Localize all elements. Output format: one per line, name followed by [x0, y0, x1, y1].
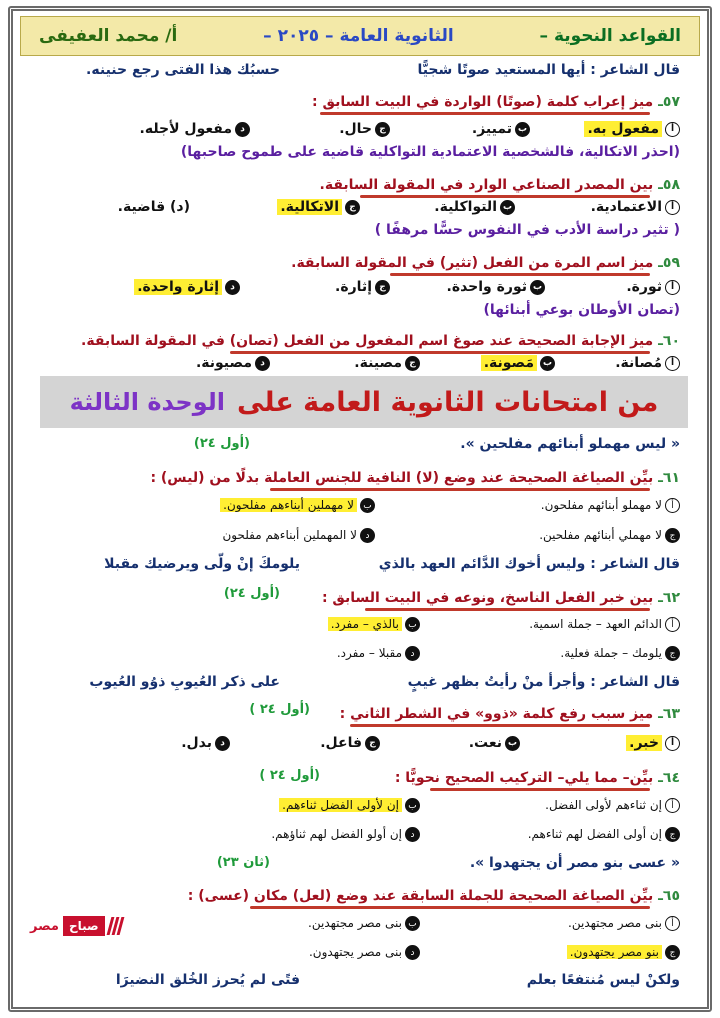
quote61-tag: (أول ٢٤) — [193, 436, 250, 451]
q59-option-2[interactable]: بثورة واحدة. — [447, 279, 546, 295]
q58-option-1[interactable]: أالاعتمادية. — [591, 199, 680, 215]
q61-option-3[interactable]: جلا مهملي أبنائهم مفلحين. — [539, 528, 680, 543]
q64-option-2[interactable]: بإن لأولى الفضل ثناءهم. — [279, 798, 420, 813]
q57-option-3[interactable]: جحال. — [339, 121, 390, 137]
section-banner — [40, 376, 688, 428]
q64-tag: (أول ٢٤ ) — [259, 768, 320, 783]
q57-option-1[interactable]: أمفعول به. — [584, 121, 680, 137]
q65-option-4[interactable]: دبنى مصر يجتهدون. — [309, 945, 420, 960]
q58-note: ( تثير دراسة الأدب في النفوس حسًّا مرهفًا ) — [374, 222, 680, 238]
q62-option-4[interactable]: دمقبلا – مفرد. — [337, 646, 420, 661]
q63-option-2[interactable]: بنعت. — [469, 735, 520, 751]
q64-option-1[interactable]: أإن ثناءهم لأولى الفضل. — [545, 798, 680, 813]
verse4-part2: فتًى لم يُحرز الخُلق النضيرَا — [115, 972, 300, 988]
q62-option-1[interactable]: أالدائم العهد – جملة اسمية. — [529, 617, 680, 632]
q59-note: (تصان الأوطان بوعي أبنائها) — [483, 302, 680, 318]
q57-option-2[interactable]: بتمييز. — [472, 121, 530, 137]
verse2-part2: يلومكَ إنْ ولّى ويرضيك مقبلا — [104, 556, 300, 572]
banner-unit: الوحدة الثالثة — [69, 388, 225, 416]
q58-heading: ٥٨ـ بين المصدر الصناعي الوارد في المقولة السابقة. — [319, 177, 680, 193]
q64-heading: ٦٤ـ بيِّن– مما يلي– التركيب الصحيح نحويًّا : — [394, 770, 680, 786]
q58-option-4[interactable]: (د) قاضية. — [117, 199, 190, 215]
q63-option-4[interactable]: دبدل. — [181, 735, 230, 751]
q57-heading: ٥٧ـ ميز إعراب كلمة (صوتًا) الواردة في البيت السابق : — [312, 94, 680, 110]
q59-heading: ٥٩ـ ميز اسم المرة من الفعل (تثير) في المقولة السابقة. — [291, 255, 680, 271]
q60-option-1[interactable]: أمُصانة. — [615, 355, 680, 371]
q59-option-3[interactable]: جإثارة. — [335, 279, 390, 295]
verse1-part1: قال الشاعر : أيها المستعيد صوتًا شجيًّا — [417, 62, 680, 78]
q64-option-4[interactable]: دإن أولو الفضل لهم ثناؤهم. — [271, 827, 420, 842]
quote61-text: « ليس مهملو أبنائهم مفلحين ». — [460, 436, 680, 452]
q65-heading: ٦٥ـ بيِّن الصياغة الصحيحة للجملة السابقة عند وضع (لعل) مكان (عسى) : — [187, 888, 680, 904]
q58-option-2[interactable]: بالتواكلية. — [434, 199, 515, 215]
q62-option-3[interactable]: جيلومك – جملة فعلية. — [560, 646, 680, 661]
q57-note: (احذر الاتكالية، فالشخصية الاعتمادية التواكلية قاضية على طموح صاحبها) — [180, 144, 680, 160]
q65-option-1[interactable]: أبنى مصر مجتهدين. — [568, 916, 680, 931]
q64-option-3[interactable]: جإن أولى الفضل لهم ثناءهم. — [528, 827, 680, 842]
verse3-part1: قال الشاعر : وأجرأ منْ رأيتُ بظهر غيبٍ — [407, 674, 680, 690]
q63-option-1[interactable]: أخبر. — [626, 735, 680, 751]
q62-option-2[interactable]: ببالذي – مفرد. — [328, 617, 420, 632]
q65-option-3[interactable]: جبنو مصر يجتهدون. — [567, 945, 680, 960]
header-left: أ/ محمد العفيفى — [39, 26, 178, 46]
q60-option-3[interactable]: جمصينة. — [354, 355, 420, 371]
q59-option-4[interactable]: دإثارة واحدة. — [134, 279, 240, 295]
header-middle: الثانوية العامة – ٢٠٢٥ – — [263, 26, 454, 46]
header-right: القواعد النحوية – — [539, 26, 681, 46]
q62-tag: (أول ٢٤) — [223, 586, 280, 601]
q60-heading: ٦٠ـ ميز الإجابة الصحيحة عند صوغ اسم المفعول من الفعل (تصان) في المقولة السابقة. — [81, 333, 680, 349]
page-header — [20, 16, 700, 56]
q63-heading: ٦٣ـ ميز سبب رفع كلمة «ذوو» في الشطر الثاني : — [339, 706, 680, 722]
q60-option-4[interactable]: دمصيونة. — [196, 355, 270, 371]
site-logo: مصر صباح — [30, 912, 146, 940]
q58-option-3[interactable]: جالاتكالية. — [277, 199, 360, 215]
q61-heading: ٦١ـ بيِّن الصياغة الصحيحة عند وضع (لا) النافية للجنس العاملة بدلًا من (ليس) : — [150, 470, 680, 486]
q61-option-2[interactable]: بلا مهملين أبناءهم مفلحون. — [220, 498, 375, 513]
verse2-part1: قال الشاعر : وليس أخوك الدَّائم العهد بالذي — [378, 556, 680, 572]
quote65-text: « عسى بنو مصر أن يجتهدوا ». — [469, 855, 680, 871]
q61-option-4[interactable]: دلا المهملين أبناءهم مفلحون — [222, 528, 375, 543]
q65-option-2[interactable]: ببنى مصر مجتهدين. — [308, 916, 420, 931]
q59-option-1[interactable]: أثورة. — [626, 279, 680, 295]
q61-option-1[interactable]: ألا مهملو أبنائهم مفلحون. — [541, 498, 680, 513]
verse3-part2: على ذكر العُيوبِ ذوُو العُيوب — [89, 674, 280, 690]
q63-tag: (أول ٢٤ ) — [249, 702, 310, 717]
q57-option-4[interactable]: دمفعول لأجله. — [140, 121, 250, 137]
q62-heading: ٦٢ـ بين خبر الفعل الناسخ، ونوعه في البيت السابق : — [321, 590, 680, 606]
verse1-part2: حسبُك هذا الفتى رجع حنينه. — [86, 62, 280, 78]
banner-title: من امتحانات الثانوية العامة على — [237, 386, 659, 418]
logo-bars-icon — [109, 917, 122, 935]
q63-option-3[interactable]: جفاعل. — [320, 735, 380, 751]
verse4-part1: ولكنْ ليس مُنتفعًا بعلم — [526, 972, 680, 988]
quote65-tag: (ثان ٢٣) — [216, 855, 270, 870]
q60-option-2[interactable]: بمَصونة. — [481, 355, 555, 371]
